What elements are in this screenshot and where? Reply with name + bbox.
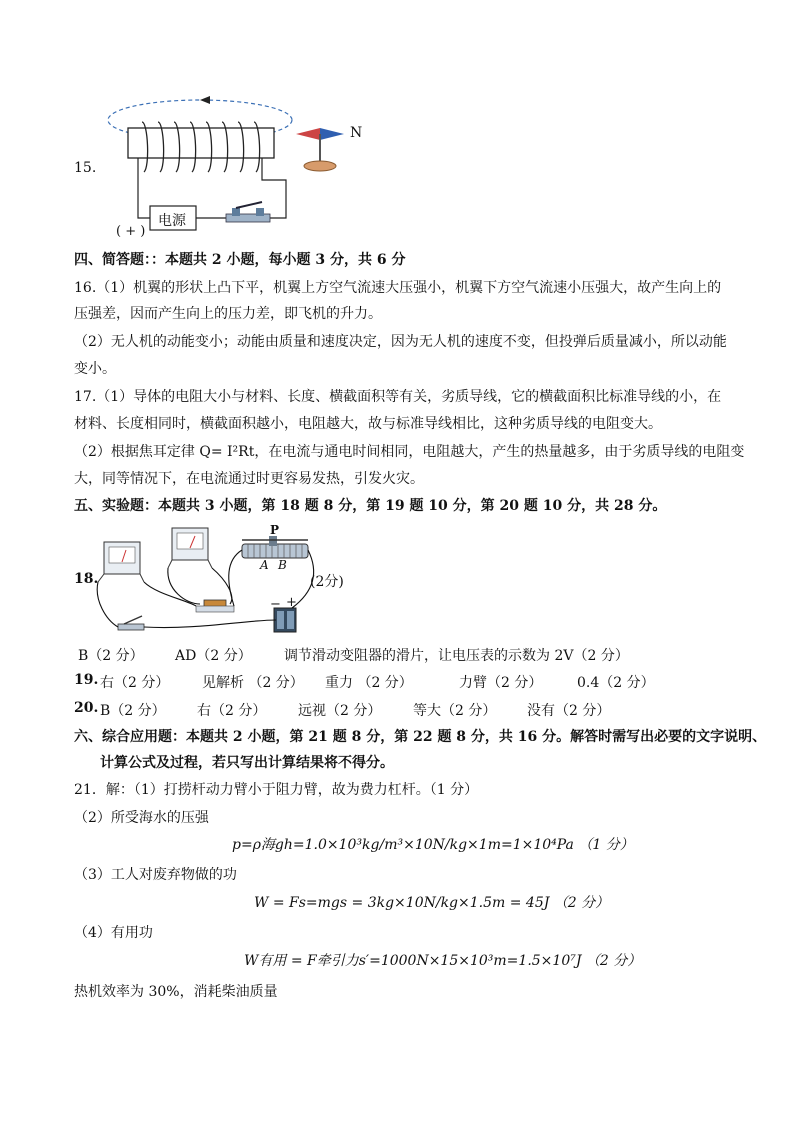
q20-answer-1: B（2 分）: [100, 703, 166, 719]
q20-answer-4: 等大（2 分）: [413, 703, 497, 719]
q18-circuit-figure: [96, 520, 326, 640]
wire-right: [262, 158, 286, 218]
section4-heading: 四、简答题：：本题共 2 小题，每小题 3 分，共 6 分: [74, 252, 406, 268]
q21-line5: 热机效率为 30%，消耗柴油质量: [74, 984, 278, 1000]
compass-needle-icon: [296, 128, 344, 171]
q21-line3: （3）工人对废弃物做的功: [74, 867, 237, 883]
q19-answer-3: 重力 （2 分）: [325, 675, 413, 691]
section5-heading: 五、实验题：本题共 3 小题，第 18 题 8 分，第 19 题 10 分，第 20 题 10 分，共 28 分。: [74, 498, 667, 514]
section6-heading-line1: 六、综合应用题：本题共 2 小题，第 21 题 8 分，第 22 题 8 分，共 16 分。解答时需写出必要的文字说明、: [74, 729, 767, 745]
q18-answer-1: B（2 分）: [78, 648, 144, 664]
rheostat-slider-label-p: P: [270, 523, 280, 537]
ammeter-icon: [98, 542, 144, 582]
q21-line1: 21．解：（1）打捞杆动力臂小于阻力臂，故为费力杠杆。（1 分）: [74, 782, 479, 798]
q20-answer-3: 远视（2 分）: [298, 703, 382, 719]
voltmeter-icon: [168, 528, 212, 568]
q20-answer-5: 没有（2 分）: [527, 703, 611, 719]
north-label: N: [350, 125, 363, 141]
switch-icon: [226, 202, 270, 222]
q19-answer-1: 右（2 分）: [100, 675, 170, 691]
q20-number: 20.: [74, 700, 99, 716]
q15-solenoid-figure: [100, 92, 370, 242]
resistor-base: [196, 606, 234, 612]
battery-plus-label: +: [286, 595, 297, 610]
q16-line2: 压强差，因而产生向上的压力差，即飞机的升力。: [74, 306, 382, 322]
q21-line4: （4）有用功: [74, 925, 153, 941]
solenoid-core: [128, 128, 274, 158]
battery-minus-label: −: [270, 597, 281, 612]
rheostat-terminal-label-a: A: [260, 558, 269, 572]
q16-line1: 16.（1）机翼的形状上凸下平，机翼上方空气流速大压强小，机翼下方空气流速小压强大，故产生向上的: [74, 280, 722, 296]
power-source-label: 电源: [158, 213, 186, 229]
q17-line1: 17.（1）导体的电阻大小与材料、长度、横截面积等有关，劣质导线，它的横截面积比标准导线的小，在: [74, 389, 722, 405]
q18-number: 18.: [74, 571, 99, 587]
q16-line4: 变小。: [74, 361, 116, 377]
switch-icon: [118, 616, 144, 630]
q18-answer-2: AD（2 分）: [175, 648, 252, 664]
field-arrow-icon: [200, 96, 210, 104]
q17-line4: 大，同等情况下，在电流通过时更容易发热，引发火灾。: [74, 471, 424, 487]
q19-answer-5: 0.4（2 分）: [577, 675, 655, 691]
q19-number: 19.: [74, 672, 99, 688]
plus-terminal-label: ( + ): [116, 224, 146, 239]
section6-heading-line2: 计算公式及过程，若只写出计算结果将不得分。: [100, 755, 394, 771]
q16-line3: （2）无人机的动能变小；动能由质量和速度决定，因为无人机的速度不变，但投弹后质量减小，所以动能: [74, 334, 727, 350]
wire-left: [138, 158, 150, 218]
q20-answer-2: 右（2 分）: [197, 703, 267, 719]
q17-line2: 材料、长度相同时，横截面积越小，电阻越大，故与标准导线相比，这种劣质导线的电阻变大。: [74, 416, 662, 432]
q17-line3: （2）根据焦耳定律 Q= I²Rt，在电流与通电时间相同，电阻越大，产生的热量越多，由于劣质导线的电阻变: [74, 444, 745, 460]
q15-number: 15.: [74, 160, 97, 176]
q21-formula3: W有用 = F牵引力s′=1000N×15×10³m=1.5×10⁷J （2 分）: [244, 953, 642, 969]
q21-formula2: W = Fs=mgs = 3kg×10N/kg×1.5m = 45J （2 分）: [254, 895, 610, 911]
q18-score-note: (2分): [310, 574, 344, 590]
q18-answer-3: 调节滑动变阻器的滑片，让电压表的示数为 2V（2 分）: [284, 648, 629, 664]
q21-line2: （2）所受海水的压强: [74, 810, 209, 826]
rheostat-terminal-label-b: B: [278, 558, 287, 572]
q21-formula1: p=ρ海gh=1.0×10³kg/m³×10N/kg×1m=1×10⁴Pa （1 分）: [232, 837, 634, 853]
rheostat-icon: [242, 536, 308, 558]
q19-answer-4: 力臂（2 分）: [459, 675, 543, 691]
q19-answer-2: 见解析 （2 分）: [202, 675, 304, 691]
